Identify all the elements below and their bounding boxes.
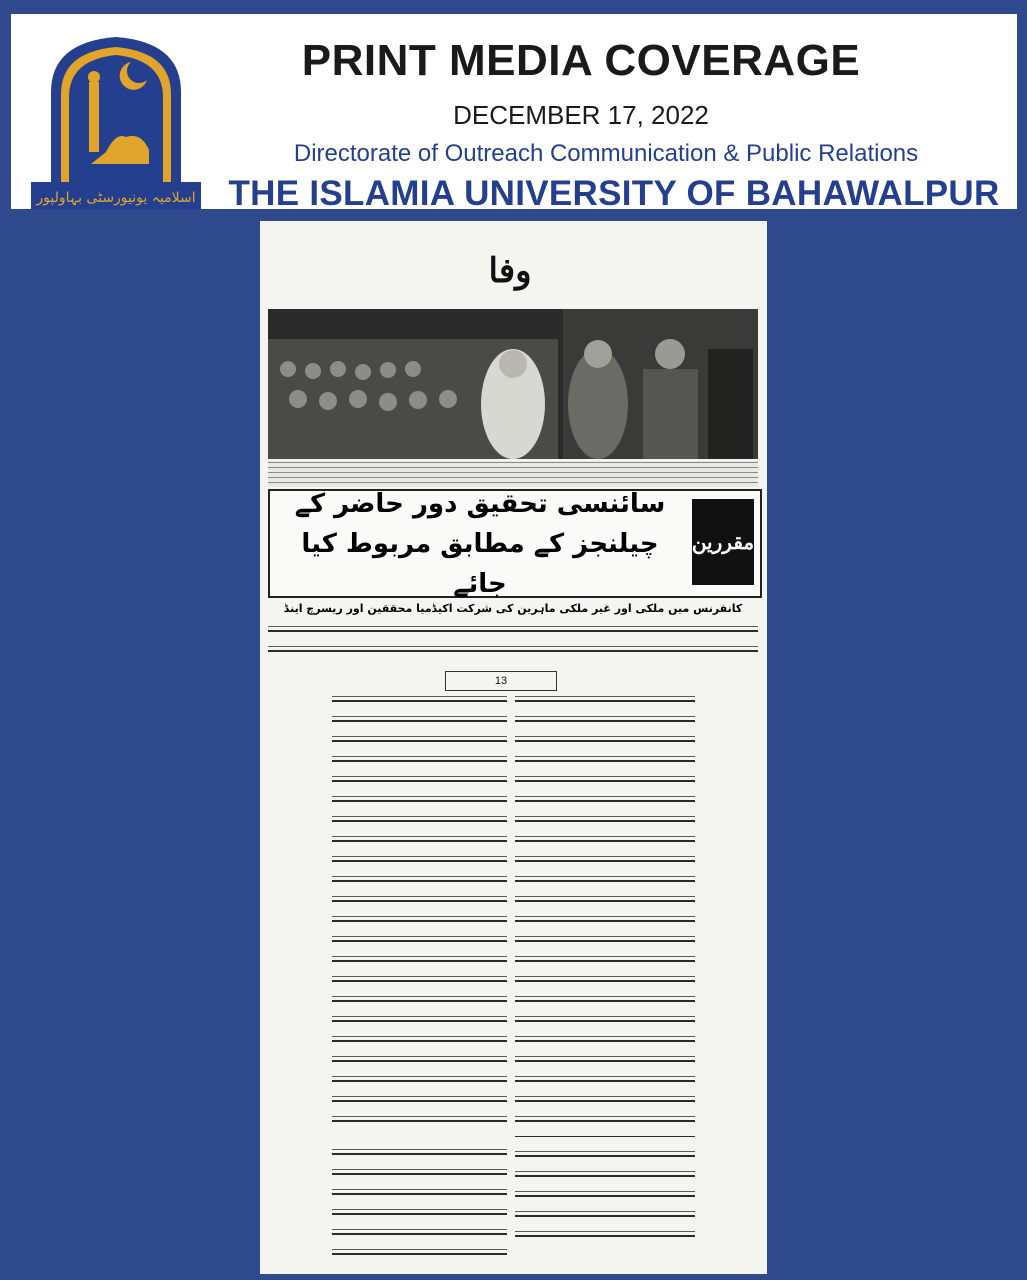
newspaper-clipping: [260, 221, 767, 1274]
page-title: PRINT MEDIA COVERAGE: [301, 36, 861, 85]
headline-box: [268, 489, 762, 598]
headline-tag: مقررین: [692, 499, 754, 585]
event-photo: [268, 309, 758, 459]
university-name: THE ISLAMIA UNIVERSITY OF BAHAWALPUR: [228, 174, 1000, 213]
left-column-continued: [332, 1136, 507, 1264]
logo-caption: اسلامیہ یونیورسٹی بہاولپور: [36, 190, 196, 206]
right-column-continued: [515, 1136, 695, 1246]
headline: سائنسی تحقیق دور حاضر کے چیلنجز کے مطابق مربوط کیا جائے: [294, 488, 666, 599]
left-column-text: [332, 691, 507, 1131]
directorate-name: Directorate of Outreach Communication & Public Relations: [293, 140, 919, 167]
page-number-box: 13: [445, 671, 557, 691]
right-column-text: [515, 691, 695, 1131]
subheadline: کانفرنس میں ملکی اور غیر ملکی ماہرین کی شرکت اکیڈمیا محققین اور ریسرچ اینڈ: [283, 602, 743, 615]
intro-text-block: [268, 623, 758, 661]
header-banner: [11, 14, 1017, 213]
university-logo: [31, 32, 201, 212]
newspaper-masthead: وفا: [488, 251, 532, 291]
coverage-date: DECEMBER 17, 2022: [453, 100, 709, 130]
